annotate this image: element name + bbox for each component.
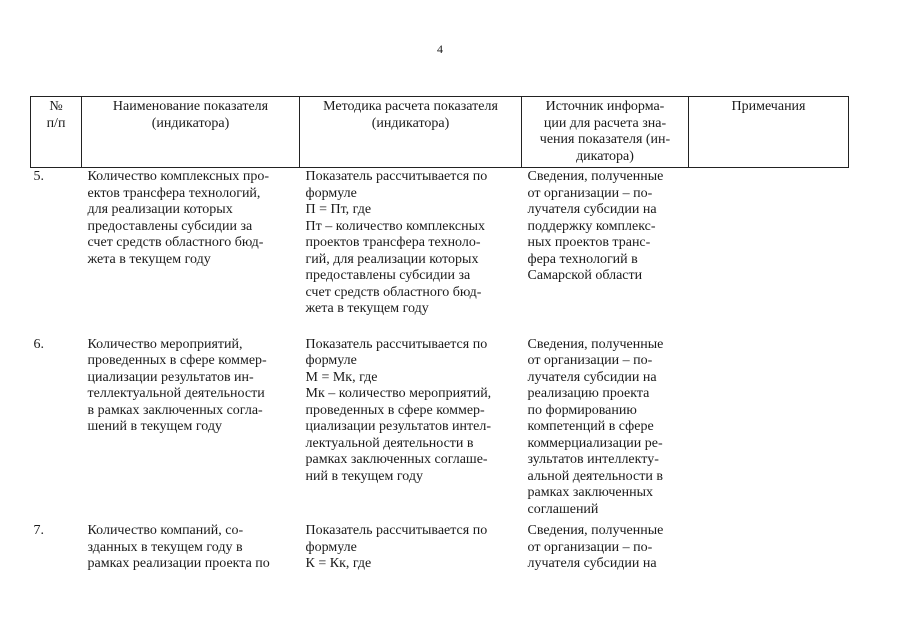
indicator-table [30,96,849,573]
page-number: 4 [437,42,443,56]
cell-text-line: ных проектов транс- [527,235,651,250]
cell-text-line: счет средств областного бюд- [305,284,482,300]
cell-text-line: Самарской области [527,268,643,283]
cell-text-line: П = Пт, где [305,202,372,217]
cell-text-line: лучателя субсидии на [527,202,657,217]
cell-text-line: по формированию [527,402,637,418]
cell-text-line: М = Мк, где [305,369,378,385]
row-number: 5. [33,169,44,184]
cell-text-line: Сведения, полученные [527,523,664,538]
cell-text-line: Пт – количество комплексных [305,218,486,234]
cell-text-line: от организации – по- [527,539,653,555]
cell-text-line: поддержку комплекс- [527,218,656,234]
cell-text-line: проведенных в сфере коммер- [305,402,485,418]
cell-text-line: компетенций в сфере [527,419,654,434]
cell-text-line: зданных в текущем году в [87,539,243,555]
calculation-method-cell [300,168,522,336]
cell-text-line: дикатора) [576,148,634,164]
cell-text-line: реализацию проекта [527,386,650,401]
cell-text-line: чения показателя (ин- [539,132,671,147]
cell-text-line: счет средств областного бюд- [87,235,264,250]
cell-text-line: от организации – по- [527,185,653,201]
cell-text-line: соглашений [527,501,599,517]
header-notes [689,97,849,168]
cell-text-line: циализации результатов интел- [305,419,492,434]
cell-text-line: рамках заключенных [527,485,653,500]
calculation-method-cell [300,336,522,523]
header-information-source [522,97,689,168]
table-row [31,336,849,523]
row-number: 7. [33,523,44,538]
indicator-name-cell [82,522,300,573]
information-source-cell [522,522,689,573]
cell-text-line: лектуальной деятельности в [305,435,474,451]
cell-text-line: проектов трансфера техноло- [305,235,481,250]
cell-text-line: для реализации которых [87,202,233,217]
cell-text-line: фера технологий в [527,251,638,267]
cell-text-line: предоставлены субсидии за [87,218,253,234]
table-header-row [31,97,849,168]
indicator-table-wrapper [30,96,848,573]
cell-text-line: Количество мероприятий, [87,336,243,352]
cell-text-line: Наименование показателя [112,99,269,114]
cell-text-line: рамках реализации проекта по [87,556,270,571]
cell-text-line: циализации результатов ин- [87,369,254,385]
cell-text-line: жета в текущем году [87,251,211,267]
cell-text-line: формуле [305,185,357,201]
cell-text-line: Сведения, полученные [527,169,664,184]
cell-text-line: формуле [305,353,357,368]
header-indicator-name [82,97,300,168]
row-number: 6. [33,336,44,352]
indicator-name-cell [82,336,300,523]
cell-text-line: гий, для реализации которых [305,251,479,267]
cell-text-line: (индикатора) [151,115,230,131]
cell-text-line: предоставлены субсидии за [305,268,471,283]
information-source-cell [522,168,689,336]
cell-text-line: Примечания [731,99,806,114]
indicator-name-cell [82,168,300,336]
cell-text-line: п/п [46,115,66,131]
cell-text-line: Показатель рассчитывается по [305,336,488,352]
cell-text-line: лучателя субсидии на [527,556,657,571]
cell-text-line: от организации – по- [527,353,653,368]
cell-text-line: Источник информа- [545,99,665,114]
cell-text-line: Мк – количество мероприятий, [305,386,492,401]
cell-text-line: рамках заключенных соглаше- [305,452,488,467]
cell-text-line: Методика расчета показателя [323,99,498,114]
cell-text-line: шений в текущем году [87,419,222,434]
cell-text-line: Количество комплексных про- [87,169,269,184]
information-source-cell [522,336,689,523]
cell-text-line: ний в текущем году [305,468,423,484]
cell-text-line: теллектуальной деятельности [87,386,265,401]
cell-text-line: жета в текущем году [305,301,429,316]
cell-text-line: ектов трансфера технологий, [87,185,261,201]
notes-cell [689,336,849,523]
table-row [31,168,849,336]
cell-text-line: ции для расчета зна- [543,115,667,131]
cell-text-line: Сведения, полученные [527,336,664,352]
cell-text-line: (индикатора) [371,115,450,131]
table-row [31,522,849,573]
cell-text-line: Показатель рассчитывается по [305,523,488,538]
cell-text-line: Количество компаний, со- [87,523,244,538]
header-number [31,97,82,168]
cell-text-line: формуле [305,539,357,555]
cell-text-line: зультатов интеллекту- [527,452,659,467]
header-calculation-method [300,97,522,168]
calculation-method-cell [300,522,522,573]
cell-text-line: Показатель рассчитывается по [305,169,488,184]
cell-text-line: коммерциализации ре- [527,435,663,451]
cell-text-line: в рамках заключенных согла- [87,402,263,418]
cell-text-line: лучателя субсидии на [527,369,657,385]
notes-cell [689,522,849,573]
cell-text-line: альной деятельности в [527,468,663,484]
cell-text-line: проведенных в сфере коммер- [87,353,267,368]
notes-cell [689,168,849,336]
cell-text-line: К = Кк, где [305,556,372,571]
cell-text-line: № [49,99,63,114]
